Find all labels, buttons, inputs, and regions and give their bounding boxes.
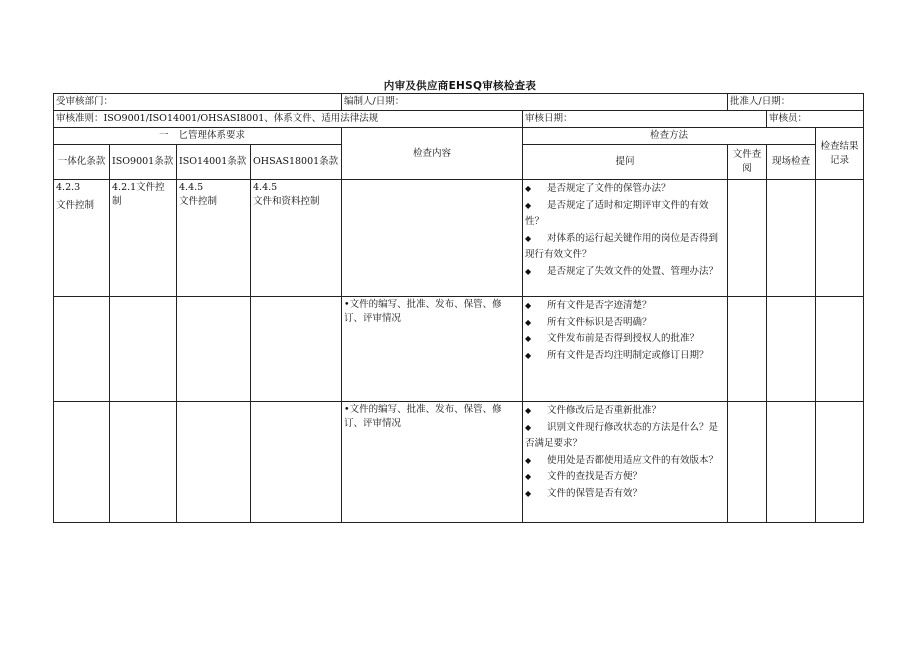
page-title: 内审及供应商EHSQ审核检查表 (383, 80, 537, 92)
result-cell[interactable] (816, 402, 864, 523)
question-item: ◆ 是否规定了适时和定期评审文件的有效性？ (525, 199, 709, 227)
integrated-clause-title: 文件控制 (56, 200, 95, 211)
question-list (523, 180, 728, 297)
iso14001-clause-header: ISO14001条款 (177, 145, 251, 180)
diamond-bullet-icon: ◆ (525, 422, 532, 432)
integrated-clause-number: 4.2.3 (56, 182, 81, 193)
auditor-label: 审核员： (767, 111, 864, 128)
doc-review-cell[interactable] (728, 180, 767, 297)
mgmt-req-header-a: 一 (54, 128, 177, 145)
check-content: •文件的编写、批准、发布、保管、修订、评审情况 (342, 297, 523, 402)
onsite-cell[interactable] (767, 180, 816, 297)
question-item: ◆ 是否规定了失效文件的处置、管理办法？ (525, 264, 725, 281)
prepared-by-label: 编制人/日期： (342, 94, 728, 111)
diamond-bullet-icon: ◆ (525, 472, 532, 481)
question-item: ◆ 文件发布前是否得到授权人的批准？ (525, 331, 725, 348)
ohsas-clause-header: OHSAS18001条款 (251, 145, 342, 180)
diamond-bullet-icon: ◆ (525, 200, 532, 210)
diamond-bullet-icon: ◆ (525, 266, 532, 276)
onsite-cell[interactable] (767, 297, 816, 402)
check-content: •文件的编写、批准、发布、保管、修订、评审情况 (342, 402, 523, 523)
question-item: ◆ 对体系的运行起关键作用的岗位是否得到现行有效文件？ (525, 232, 719, 260)
question-item: ◆ 识别文件现行修改状态的方法是什么？是否满足要求？ (525, 421, 719, 449)
question-item: ◆ 所有文件是否字迹清楚？ (525, 298, 725, 315)
diamond-bullet-icon: ◆ (525, 334, 532, 343)
mgmt-req-header-b: 匕管理体系要求 (177, 128, 342, 145)
check-content (342, 180, 523, 297)
result-cell[interactable] (816, 297, 864, 402)
check-content-header: 检查内容 (342, 128, 523, 180)
onsite-header: 现场检查 (767, 145, 816, 180)
audit-checklist-table (53, 93, 864, 523)
diamond-bullet-icon: ◆ (525, 350, 532, 360)
audited-dept-label: 受审核部门： (54, 94, 342, 111)
table-row (54, 402, 864, 523)
doc-review-cell[interactable] (728, 297, 767, 402)
doc-review-header: 文件查阅 (728, 145, 767, 180)
table-row (54, 297, 864, 402)
question-list (523, 402, 728, 523)
iso9001-clause-header: ISO9001条款 (110, 145, 177, 180)
table-row (54, 180, 864, 297)
audit-criteria-label: 审核准则：ISO9001/ISO14001/OHSASI8001、体系文件、适用法律法规 (54, 111, 523, 128)
question-item: ◆ 所有文件标识是否明确？ (525, 315, 725, 332)
iso9001-clause: 4.2.1文件控制 (110, 180, 177, 297)
question-header: 提问 (523, 145, 728, 180)
result-header: 检查结果记录 (816, 128, 864, 180)
question-item: ◆ 是否规定了文件的保管办法？ (525, 181, 725, 198)
iso14001-clause-title: 文件控制 (179, 196, 218, 207)
method-header: 检查方法 (523, 128, 816, 145)
audit-date-label: 审核日期： (523, 111, 767, 128)
result-cell[interactable] (816, 180, 864, 297)
diamond-bullet-icon: ◆ (525, 317, 532, 327)
diamond-bullet-icon: ◆ (525, 184, 532, 193)
diamond-bullet-icon: ◆ (525, 301, 532, 310)
question-item: ◆ 使用处是否都使用适应文件的有效版本？ (525, 453, 725, 470)
diamond-bullet-icon: ◆ (525, 406, 532, 415)
ohsas-clause-number: 4.4.5 (253, 182, 278, 193)
ohsas-clause-title: 文件和资料控制 (253, 196, 320, 207)
iso14001-clause-number: 4.4.5 (179, 182, 204, 193)
approved-by-label: 批准人/日期： (728, 94, 864, 111)
diamond-bullet-icon: ◆ (525, 233, 532, 243)
question-item: ◆ 文件修改后是否重新批准？ (525, 403, 725, 420)
question-item: ◆ 文件的保管是否有效？ (525, 486, 725, 503)
diamond-bullet-icon: ◆ (525, 488, 532, 498)
question-item: ◆ 文件的查找是否方便？ (525, 469, 725, 486)
diamond-bullet-icon: ◆ (525, 455, 532, 465)
integrated-clause-header: 一体化条款 (54, 145, 110, 180)
doc-review-cell[interactable] (728, 402, 767, 523)
onsite-cell[interactable] (767, 402, 816, 523)
question-item: ◆ 所有文件是否均注明制定或修订日期？ (525, 348, 725, 365)
question-list (523, 297, 728, 402)
